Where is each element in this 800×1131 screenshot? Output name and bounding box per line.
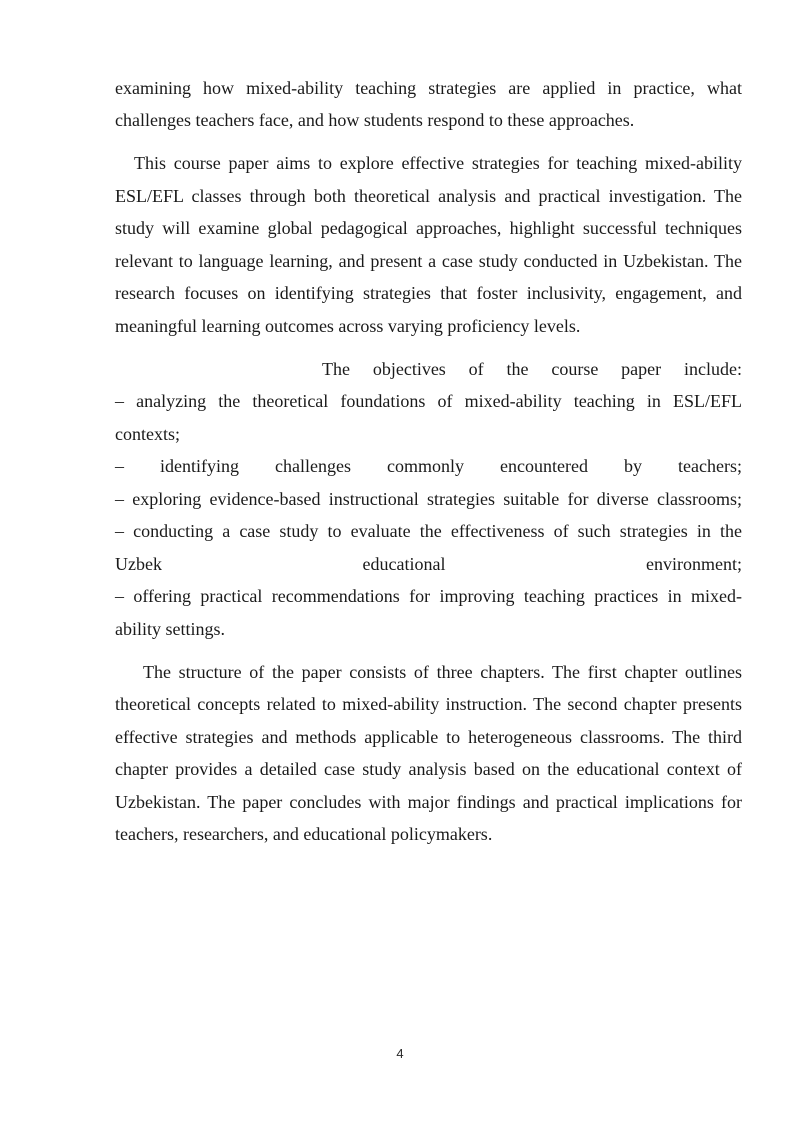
paragraph-line: This course paper aims to explore effective strategies for teaching mixed-ability <box>134 153 742 173</box>
list-item: Uzbek educational environment; <box>115 554 742 574</box>
paragraph-line: examining how mixed-ability teaching strategies are applied in practice, what <box>115 78 742 98</box>
paragraph-line: teachers, researchers, and educational policymakers. <box>115 824 493 844</box>
paragraph-line: meaningful learning outcomes across varying proficiency levels. <box>115 316 581 336</box>
list-item: – identifying challenges commonly encountered by teachers; <box>115 456 742 476</box>
paragraph-line: Uzbekistan. The paper concludes with major findings and practical implications for <box>115 792 742 812</box>
list-item: – conducting a case study to evaluate the effectiveness of such strategies in the <box>115 521 742 541</box>
page-number: 4 <box>396 1046 404 1061</box>
paragraph-line: ESL/EFL classes through both theoretical analysis and practical investigation. The <box>115 186 742 206</box>
paragraph-line: The structure of the paper consists of three chapters. The first chapter outlines <box>143 662 742 682</box>
paragraph-line: chapter provides a detailed case study analysis based on the educational context of <box>115 759 742 779</box>
paragraph-line: theoretical concepts related to mixed-ability instruction. The second chapter presents <box>115 694 742 714</box>
paragraph-line: relevant to language learning, and present a case study conducted in Uzbekistan. The <box>115 251 742 271</box>
list-item: ability settings. <box>115 619 225 639</box>
paragraph-line: study will examine global pedagogical approaches, highlight successful techniques <box>115 218 742 238</box>
paragraph-line: research focuses on identifying strategies that foster inclusivity, engagement, and <box>115 283 742 303</box>
paragraph-line: effective strategies and methods applicable to heterogeneous classrooms. The third <box>115 727 742 747</box>
list-item: contexts; <box>115 424 180 444</box>
list-item: – analyzing the theoretical foundations of mixed-ability teaching in ESL/EFL <box>115 391 742 411</box>
objectives-heading: The objectives of the course paper include: <box>322 359 742 379</box>
list-item: – offering practical recommendations for improving teaching practices in mixed- <box>115 586 742 606</box>
paragraph-line: challenges teachers face, and how students respond to these approaches. <box>115 110 635 130</box>
list-item: – exploring evidence-based instructional strategies suitable for diverse classrooms; <box>115 489 742 509</box>
